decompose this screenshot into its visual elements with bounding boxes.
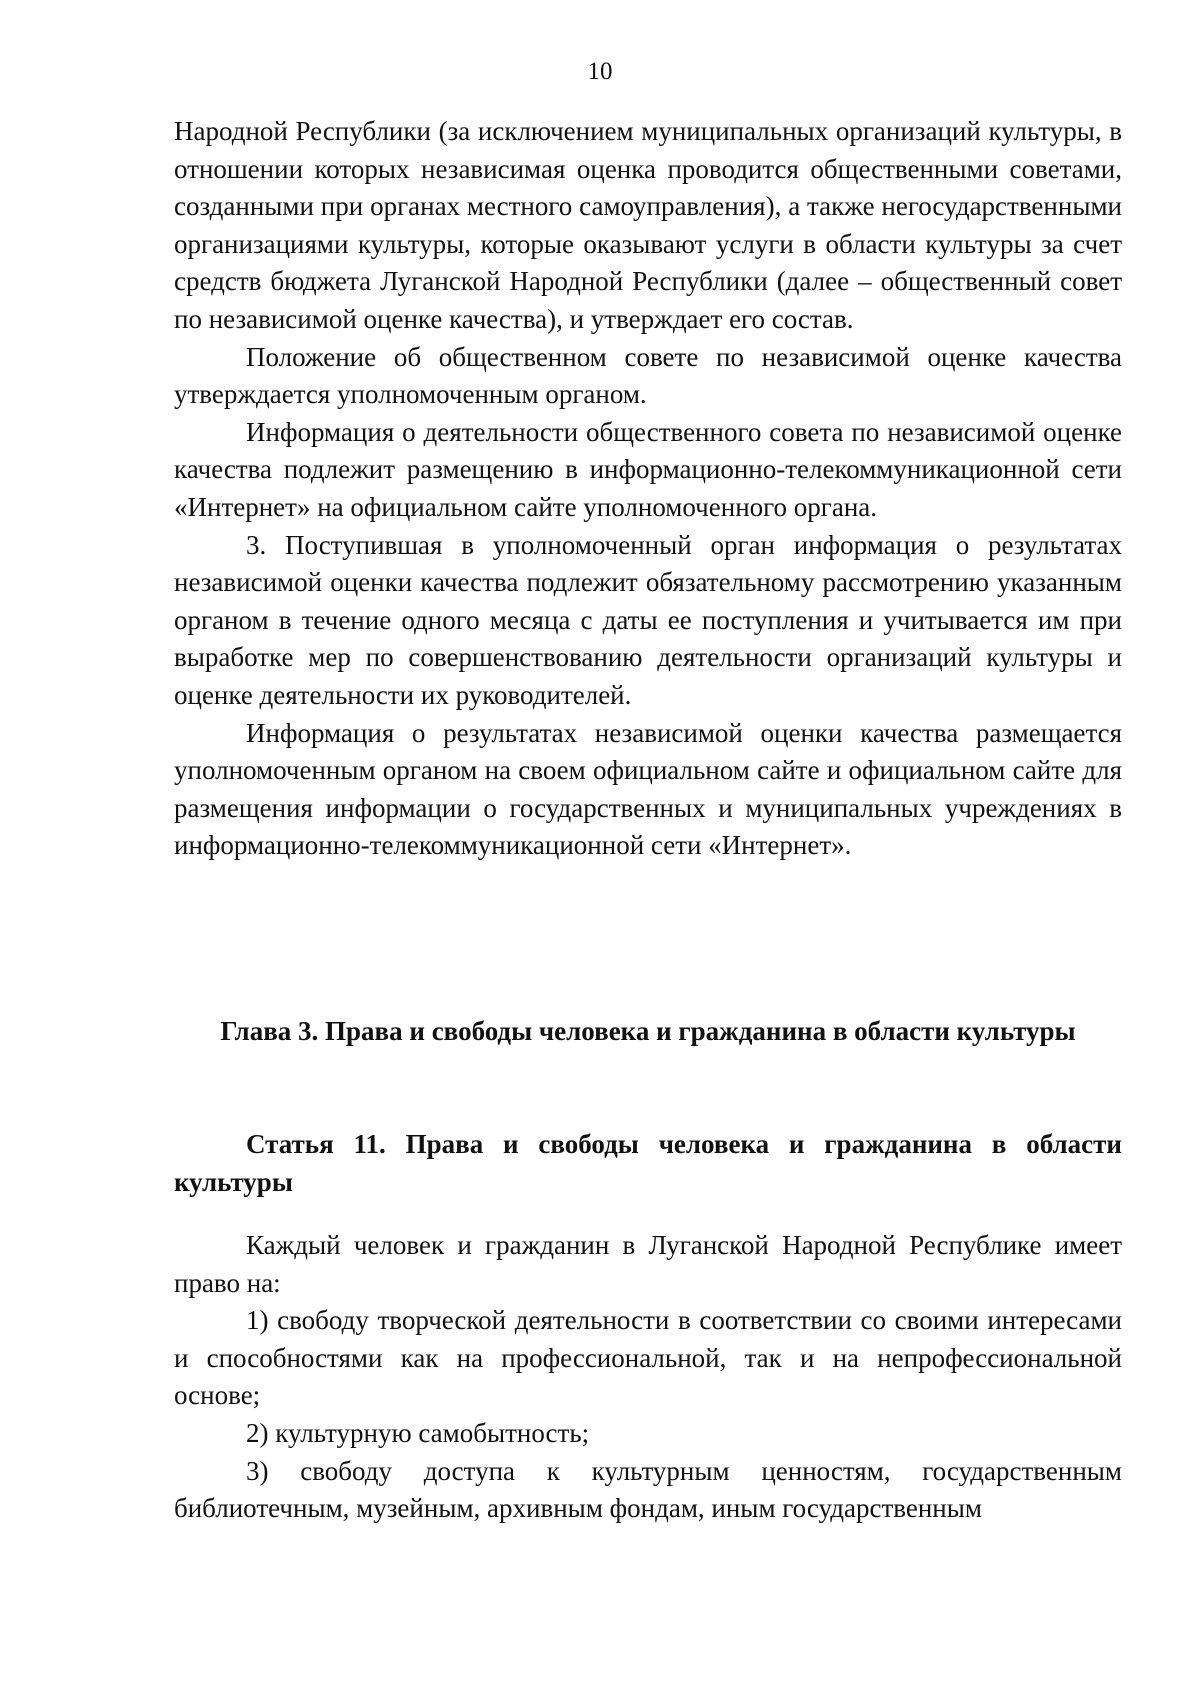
- page-number: 10: [587, 58, 613, 85]
- article-heading: Статья 11. Права и свободы человека и гражданина в области культуры: [174, 1129, 1122, 1197]
- paragraph-results-publication: Информация о результатах независимой оценки качества размещается уполномоченным органом на своем официальном сайте и официальном сайте для размещения информации о государственных и муниципальных учреждениях в информационно-телекоммуникационной сети «Интернет».: [174, 717, 1122, 861]
- paragraph-council-info: Информация о деятельности общественного совета по независимой оценке качества подлежит размещению в информационно-телекоммуникационной сети «Интернет» на официальном сайте уполномоченного органа.: [174, 416, 1122, 522]
- list-item-1: 1) свободу творческой деятельности в соответствии со своими интересами и способностями как на профессиональной, так и на непрофессиональной основе;: [174, 1305, 1122, 1411]
- paragraph-continuation: Народной Республики (за исключением муниципальных организаций культуры, в отношении которых независимая оценка проводится общественными советами, созданными при органах местного самоуправления), а также негосударственными организациями культуры, которые оказывают услуги в области культуры за счет средств бюджета Луганской Народной Республики (далее – общественный совет по независимой оценке качества), и утверждает его состав.: [174, 116, 1122, 334]
- paragraph-council-regulation: Положение об общественном совете по независимой оценке качества утверждается уполномоченным органом.: [174, 341, 1122, 410]
- list-item-2: 2) культурную самобытность;: [246, 1417, 590, 1448]
- chapter-heading: Глава 3. Права и свободы человека и гражданина в области культуры: [220, 1016, 1076, 1046]
- list-item-3: 3) свободу доступа к культурным ценностям, государственным библиотечным, музейным, архивным фондам, иным государственным: [174, 1455, 1122, 1524]
- paragraph-rights-intro: Каждый человек и гражданин в Луганской Народной Республике имеет право на:: [174, 1230, 1122, 1298]
- bottom-text-block: [174, 1227, 1122, 1528]
- top-text-block: [174, 113, 1122, 865]
- paragraph-item-3: 3. Поступившая в уполномоченный орган информация о результатах независимой оценки качества подлежит обязательному рассмотрению указанным органом в течение одного месяца с даты ее поступления и учитывается им при выработке мер по совершенствованию деятельности организаций культуры и оценке деятельности их руководителей.: [174, 529, 1122, 710]
